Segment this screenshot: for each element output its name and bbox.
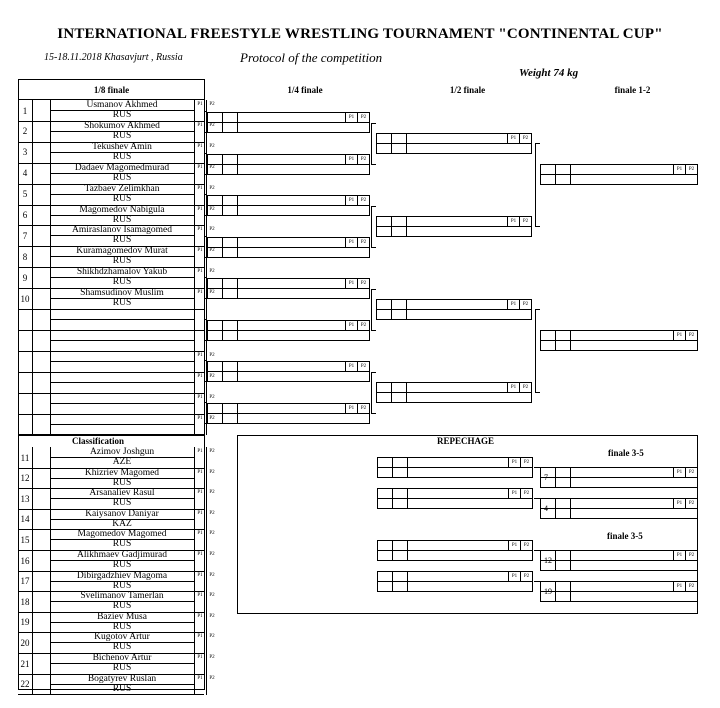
tournament-title: INTERNATIONAL FREESTYLE WRESTLING TOURNAMENT "CONTINENTAL CUP" — [57, 26, 663, 42]
wrestler-name: Magomedov Magomed — [50, 529, 194, 540]
p2-cell: P2 — [206, 142, 217, 163]
wrestler-name: Arsanaliev Rasul — [50, 488, 194, 499]
repechage-seed: 4 — [544, 504, 548, 513]
wrestler-name: Amiraslanov Isamagomed — [50, 225, 194, 236]
finale-3-5-b: finale 3-5 — [607, 531, 643, 541]
seed-number: 2 — [18, 121, 33, 142]
wrestler-country — [50, 319, 194, 330]
p2-cell: P2 — [206, 632, 217, 653]
wrestler-country: RUS — [112, 601, 132, 612]
p1-cell: P1 — [194, 100, 205, 121]
box-divider — [208, 330, 369, 331]
bracket-row — [18, 288, 215, 309]
p2-cell: P2 — [206, 372, 217, 393]
p1-cell: P1 — [194, 121, 205, 142]
p1-box: P1 — [507, 383, 519, 392]
p2-box: P2 — [357, 155, 369, 164]
p1-box: P1 — [508, 489, 520, 498]
finale-3-5-a: finale 3-5 — [608, 448, 644, 458]
blank-cell — [32, 351, 51, 372]
connector-line — [204, 153, 205, 175]
wrestler-country: RUS — [112, 560, 132, 570]
blank-cell — [32, 205, 51, 226]
blank-cell — [32, 571, 51, 592]
connector-line — [535, 143, 536, 227]
column-header-final: finale 1-2 — [614, 85, 651, 95]
quarter-final-match — [207, 320, 370, 341]
seed-number — [18, 330, 33, 351]
p1-cell: P1 — [194, 205, 205, 226]
p1-box: P1 — [673, 582, 685, 591]
p2-box: P2 — [520, 541, 532, 550]
p2-box: P2 — [357, 321, 369, 330]
bracket-row — [18, 120, 215, 142]
p2-box: P2 — [685, 468, 697, 477]
p2-box: P2 — [357, 196, 369, 205]
wrestler-country: RUS — [112, 214, 132, 225]
seed-number: 19 — [18, 612, 33, 633]
bracket-row — [18, 162, 215, 184]
blank-cell — [32, 591, 51, 612]
seed-number: 1 — [18, 100, 33, 121]
final-match — [540, 330, 698, 351]
p1-box: P1 — [508, 541, 520, 550]
p1-cell: P1 — [194, 632, 205, 653]
classification-row — [18, 550, 215, 571]
seed-number: 5 — [18, 184, 33, 205]
bracket-row — [18, 183, 215, 205]
wrestler-country: RUS — [112, 110, 132, 120]
blank-cell — [32, 674, 51, 695]
wrestler-name: Bogatyrev Ruslan — [50, 674, 194, 685]
p2-box: P2 — [520, 572, 532, 581]
classification-row — [18, 591, 215, 612]
p2-cell: P2 — [206, 509, 217, 530]
p1-cell: P1 — [194, 550, 205, 571]
wrestler-country — [50, 382, 194, 393]
bracket-row — [18, 393, 215, 414]
classification-row — [18, 673, 215, 695]
p1-cell: P1 — [194, 612, 205, 633]
blank-cell — [32, 100, 51, 121]
p1-box: P1 — [345, 113, 357, 122]
p1-cell: P1 — [194, 571, 205, 592]
wrestler-country: RUS — [112, 663, 132, 673]
p1-cell: P1 — [194, 163, 205, 184]
blank-cell — [32, 447, 51, 468]
semi-final-match — [376, 299, 532, 320]
seed-number: 8 — [18, 246, 33, 267]
wrestler-country: AZE — [112, 457, 132, 467]
date-location: 15-18.11.2018 Khasavjurt , Russia — [44, 52, 183, 63]
bracket-row — [18, 330, 204, 351]
wrestler-name: Shokumov Akhmed — [50, 121, 194, 132]
wrestler-name: Svelimanov Tamerlan — [50, 591, 194, 602]
classification-row — [18, 632, 215, 653]
row-separator — [18, 694, 204, 695]
wrestler-name: Azimov Joshgun — [50, 447, 194, 458]
p1-cell: P1 — [194, 674, 205, 695]
wrestler-country: RUS — [112, 539, 132, 550]
connector-line — [535, 309, 536, 393]
p2-box: P2 — [685, 551, 697, 560]
quarter-final-match — [207, 112, 370, 133]
quarter-final-match — [207, 278, 370, 299]
p1-cell: P1 — [194, 225, 205, 246]
p2-cell: P2 — [206, 591, 217, 612]
wrestler-country — [50, 361, 194, 372]
wrestler-name: Bichenov Artur — [50, 653, 194, 664]
wrestler-name: Dadaev Magomedmurad — [50, 163, 194, 174]
seed-number: 18 — [18, 591, 33, 612]
connector-line — [204, 111, 205, 133]
wrestler-name: Tazbaev Zelimkhan — [50, 184, 194, 195]
p2-cell: P2 — [206, 529, 217, 550]
quarter-final-match — [207, 361, 370, 382]
p1-box: P1 — [673, 551, 685, 560]
p1-box: P1 — [673, 499, 685, 508]
blank-cell — [32, 121, 51, 142]
seed-number: 10 — [18, 288, 33, 309]
p2-cell: P2 — [206, 488, 217, 509]
seed-number: 22 — [18, 674, 33, 695]
blank-cell — [32, 468, 51, 489]
final-match — [540, 164, 698, 185]
column-header-eighth: 1/8 finale — [93, 85, 130, 95]
seed-number: 4 — [18, 163, 33, 184]
p1-box: P1 — [345, 155, 357, 164]
seed-number — [18, 393, 33, 414]
p1-cell: P1 — [194, 142, 205, 163]
blank-cell — [32, 372, 51, 393]
wrestler-name: Kaiysanov Daniyar — [50, 509, 194, 520]
wrestler-country: RUS — [112, 277, 132, 288]
p2-cell: P2 — [206, 550, 217, 571]
p1-box: P1 — [345, 362, 357, 371]
wrestler-name: Kuramagomedov Murat — [50, 246, 194, 257]
classification-title: Classification — [71, 436, 124, 446]
p2-cell: P2 — [206, 468, 217, 489]
p2-cell: P2 — [206, 414, 217, 435]
p1-cell: P1 — [194, 184, 205, 205]
p2-cell: P2 — [206, 184, 217, 205]
p1-box: P1 — [345, 279, 357, 288]
p2-box: P2 — [685, 165, 697, 174]
wrestler-name: Baziev Musa — [50, 612, 194, 623]
seed-number: 13 — [18, 488, 33, 509]
p2-cell: P2 — [206, 612, 217, 633]
protocol-heading: Protocol of the competition — [240, 50, 383, 65]
connector-line — [204, 277, 205, 299]
p1-box: P1 — [508, 458, 520, 467]
p1-cell: P1 — [194, 246, 205, 267]
wrestler-name: Tekushev Amin — [50, 142, 194, 153]
wrestler-name: Dibirgadzhiev Magoma — [50, 571, 194, 582]
p1-cell: P1 — [194, 488, 205, 509]
wrestler-name: Shamsudinov Muslim — [50, 288, 194, 299]
wrestler-name: Shikhdzhamalov Yakub — [50, 267, 194, 278]
p2-cell: P2 — [206, 205, 217, 226]
box-divider — [208, 164, 369, 165]
wrestler-country: RUS — [112, 580, 132, 591]
connector-line — [204, 319, 205, 341]
blank-cell — [32, 612, 51, 633]
p1-cell: P1 — [194, 653, 205, 674]
bracket-row — [18, 100, 215, 121]
p2-cell: P2 — [206, 653, 217, 674]
seed-number: 3 — [18, 142, 33, 163]
box-divider — [208, 205, 369, 206]
classification-row — [18, 529, 215, 550]
p2-box: P2 — [519, 134, 531, 143]
blank-cell — [32, 309, 51, 330]
box-divider — [208, 247, 369, 248]
p1-box: P1 — [345, 321, 357, 330]
column-header-quarter: 1/4 finale — [287, 85, 323, 95]
seed-number — [18, 309, 33, 330]
p2-box: P2 — [357, 404, 369, 413]
quarter-final-match — [207, 403, 370, 424]
p2-cell: P2 — [206, 121, 217, 142]
p1-cell: P1 — [194, 468, 205, 489]
blank-cell — [32, 653, 51, 674]
blank-cell — [32, 509, 51, 530]
seed-number: 11 — [18, 447, 33, 468]
p2-box: P2 — [357, 113, 369, 122]
p1-cell: P1 — [194, 509, 205, 530]
p1-box: P1 — [507, 134, 519, 143]
blank-cell — [32, 184, 51, 205]
seed-number: 17 — [18, 571, 33, 592]
connector-line — [204, 402, 205, 424]
connector-line — [204, 194, 205, 216]
p2-box: P2 — [357, 362, 369, 371]
p2-cell: P2 — [206, 225, 217, 246]
p1-cell: P1 — [194, 267, 205, 288]
wrestler-country: RUS — [112, 298, 132, 309]
wrestler-country: RUS — [112, 642, 132, 653]
p2-box: P2 — [520, 489, 532, 498]
seed-number: 20 — [18, 632, 33, 653]
p2-cell: P2 — [206, 288, 217, 309]
quarter-final-match — [207, 237, 370, 258]
wrestler-country: RUS — [112, 193, 132, 204]
box-divider — [377, 143, 531, 144]
wrestler-name: Alikhmaev Gadjimurad — [50, 550, 194, 561]
p1-cell: P1 — [194, 393, 205, 414]
box-divider — [377, 309, 531, 310]
wrestler-country: RUS — [112, 256, 132, 267]
seed-number: 7 — [18, 225, 33, 246]
p1-cell: P1 — [194, 529, 205, 550]
box-divider — [208, 371, 369, 372]
blank-cell — [32, 550, 51, 571]
connector-line — [371, 206, 372, 248]
p1-box: P1 — [507, 217, 519, 226]
connector-line — [204, 236, 205, 258]
blank-cell — [32, 225, 51, 246]
p2-box: P2 — [685, 331, 697, 340]
blank-cell — [32, 288, 51, 309]
bracket-row — [18, 246, 215, 267]
connector-line — [371, 289, 372, 331]
p2-box: P2 — [519, 383, 531, 392]
blank-cell — [32, 267, 51, 288]
bracket-row — [18, 204, 215, 226]
p2-box: P2 — [357, 238, 369, 247]
p1-cell: P1 — [194, 288, 205, 309]
p2-box: P2 — [357, 279, 369, 288]
p1-box: P1 — [673, 331, 685, 340]
p2-cell: P2 — [206, 674, 217, 695]
blank-cell — [32, 142, 51, 163]
repechage-frame — [237, 435, 698, 614]
blank-cell — [32, 488, 51, 509]
wrestler-country: RUS — [112, 172, 132, 183]
wrestler-country: RUS — [112, 151, 132, 162]
semi-final-match — [376, 133, 532, 154]
wrestler-country: RUS — [112, 683, 132, 694]
p1-box: P1 — [507, 300, 519, 309]
blank-cell — [32, 246, 51, 267]
p1-cell: P1 — [194, 447, 205, 468]
bracket-row — [18, 351, 215, 372]
blank-cell — [32, 632, 51, 653]
wrestler-name: Kugotov Artur — [50, 632, 194, 643]
p1-cell: P1 — [194, 414, 205, 435]
p1-box: P1 — [345, 404, 357, 413]
p2-cell: P2 — [206, 393, 217, 414]
bracket-row — [18, 414, 215, 435]
p2-cell: P2 — [206, 351, 217, 372]
p2-cell: P2 — [206, 246, 217, 267]
p2-box: P2 — [685, 582, 697, 591]
p1-cell: P1 — [194, 591, 205, 612]
p1-cell: P1 — [194, 351, 205, 372]
wrestler-country — [50, 340, 194, 351]
p2-cell: P2 — [206, 163, 217, 184]
bracket-row — [18, 141, 215, 163]
bracket-row — [18, 309, 204, 330]
classification-row — [18, 570, 215, 592]
classification-row — [18, 447, 215, 468]
seed-number: 21 — [18, 653, 33, 674]
p2-cell: P2 — [206, 267, 217, 288]
p1-box: P1 — [673, 468, 685, 477]
p2-box: P2 — [520, 458, 532, 467]
bracket-row — [18, 267, 215, 288]
wrestler-country: RUS — [112, 621, 132, 632]
blank-cell — [32, 330, 51, 351]
column-header-semi: 1/2 finale — [449, 85, 486, 95]
box-divider — [541, 340, 697, 341]
classification-row — [18, 653, 215, 674]
seed-number: 12 — [18, 468, 33, 489]
quarter-final-match — [207, 154, 370, 175]
box-divider — [208, 413, 369, 414]
p2-box: P2 — [519, 300, 531, 309]
blank-cell — [32, 393, 51, 414]
repechage-seed: 19 — [544, 587, 552, 596]
box-divider — [377, 392, 531, 393]
wrestler-name: Khizriev Magomed — [50, 468, 194, 479]
wrestler-country: KAZ — [112, 518, 132, 529]
wrestler-country: RUS — [112, 498, 132, 509]
p2-cell: P2 — [206, 447, 217, 468]
classification-row — [18, 611, 215, 633]
wrestler-name: Usmanov Akhmed — [50, 100, 194, 111]
blank-cell — [32, 529, 51, 550]
classification-row — [18, 488, 215, 509]
wrestler-name: Magomedov Nabigula — [50, 205, 194, 216]
p1-box: P1 — [345, 196, 357, 205]
box-divider — [377, 226, 531, 227]
repechage-seed: 7 — [544, 473, 548, 482]
wrestler-country: RUS — [112, 477, 132, 488]
bracket-row — [18, 225, 215, 246]
repechage-seed: 12 — [544, 556, 552, 565]
bracket-row — [18, 372, 215, 393]
connector-line — [371, 123, 372, 165]
blank-cell — [32, 163, 51, 184]
seed-number: 9 — [18, 267, 33, 288]
wrestler-country — [50, 424, 194, 435]
p2-box: P2 — [685, 499, 697, 508]
classification-row — [18, 508, 215, 530]
quarter-final-match — [207, 195, 370, 216]
p2-box: P2 — [519, 217, 531, 226]
seed-number: 15 — [18, 529, 33, 550]
p1-box: P1 — [345, 238, 357, 247]
repechage-title: REPECHAGE — [437, 436, 495, 446]
semi-final-match — [376, 216, 532, 237]
connector-line — [371, 372, 372, 414]
box-divider — [541, 174, 697, 175]
seed-number — [18, 372, 33, 393]
seed-number: 16 — [18, 550, 33, 571]
semi-final-match — [376, 382, 532, 403]
wrestler-country — [50, 403, 194, 414]
box-divider — [208, 288, 369, 289]
seed-number — [18, 351, 33, 372]
p1-box: P1 — [673, 165, 685, 174]
seed-number — [18, 414, 33, 435]
classification-row — [18, 467, 215, 489]
connector-line — [204, 360, 205, 382]
p1-box: P1 — [508, 572, 520, 581]
p2-cell: P2 — [206, 100, 217, 121]
wrestler-country: RUS — [112, 235, 132, 246]
box-divider — [208, 122, 369, 123]
blank-cell — [32, 414, 51, 435]
seed-number: 14 — [18, 509, 33, 530]
weight-category: Weight 74 kg — [519, 67, 579, 79]
p2-cell: P2 — [206, 571, 217, 592]
wrestler-country: RUS — [112, 130, 132, 141]
p1-cell: P1 — [194, 372, 205, 393]
seed-number: 6 — [18, 205, 33, 226]
